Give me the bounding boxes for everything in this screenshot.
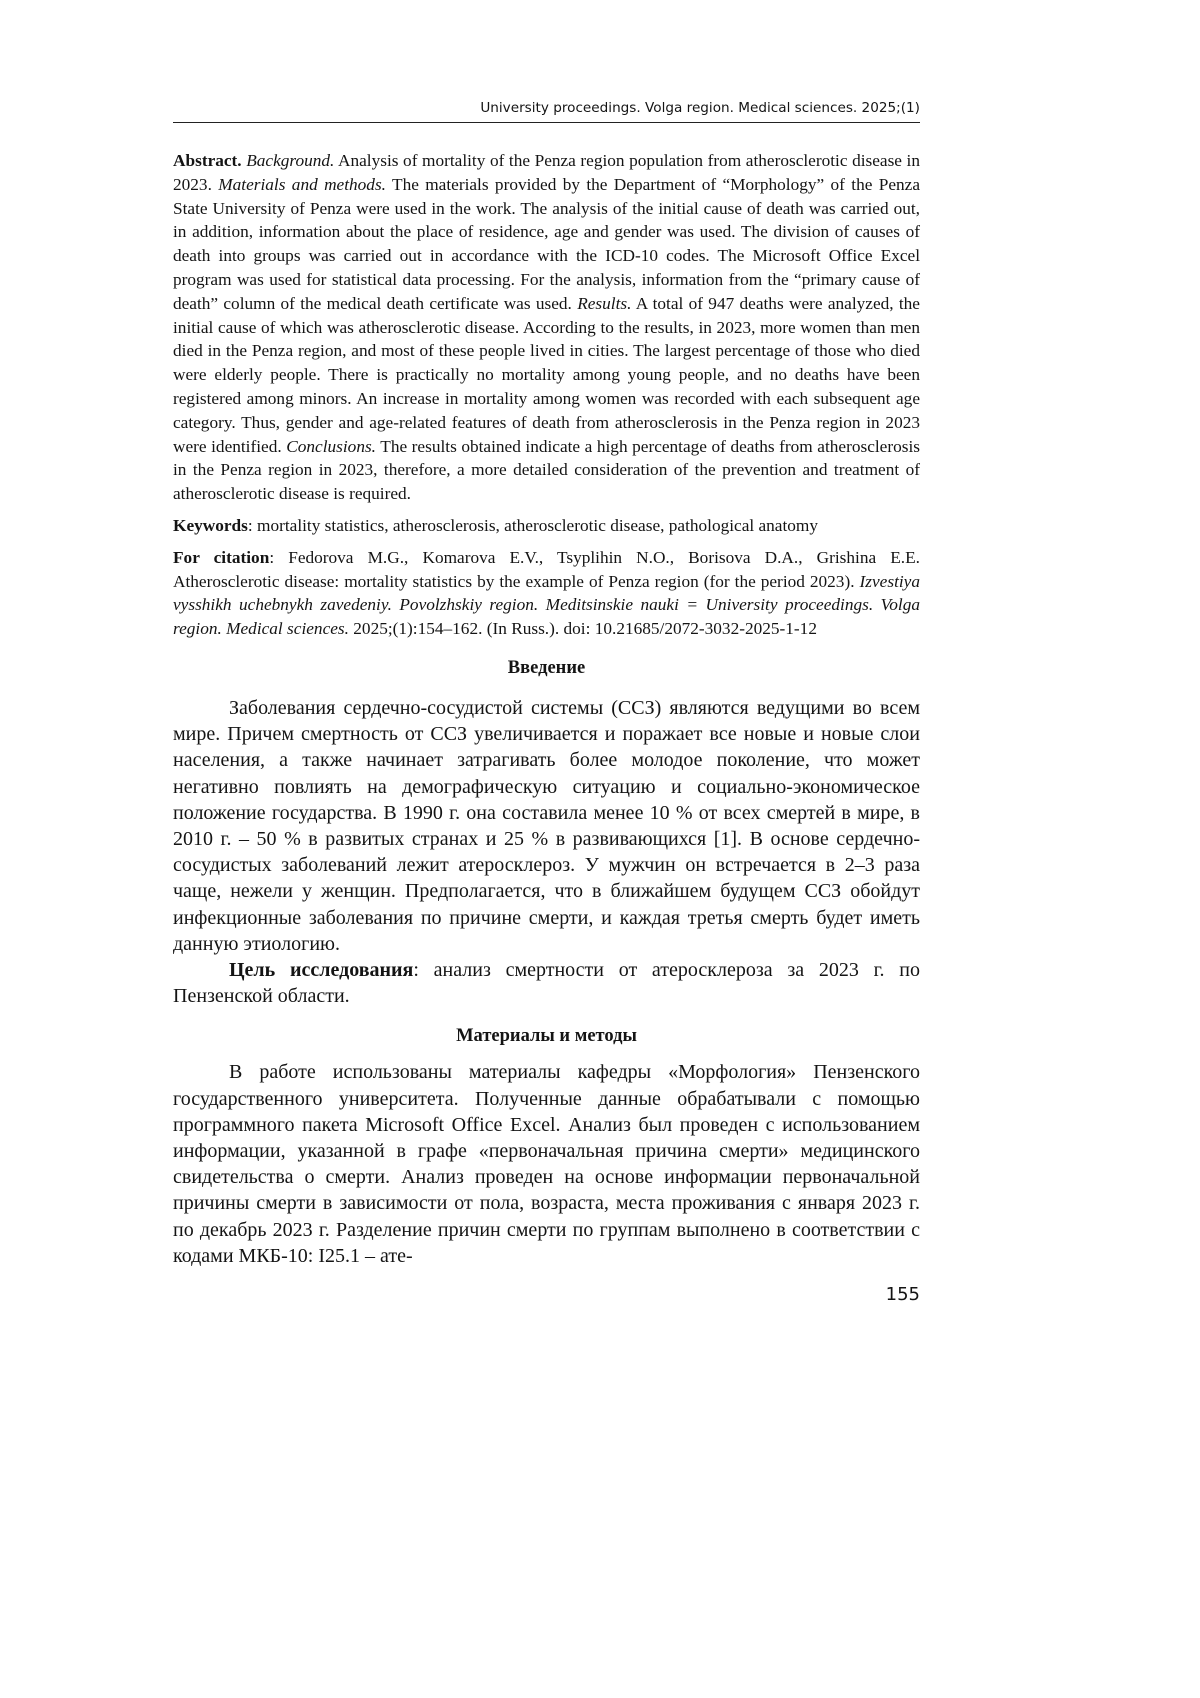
methods-label: Materials and methods. bbox=[218, 174, 386, 194]
running-header: University proceedings. Volga region. Medical sciences. 2025;(1) bbox=[173, 98, 920, 123]
citation-label: For citation bbox=[173, 547, 270, 567]
keywords bbox=[173, 514, 920, 538]
page bbox=[173, 98, 920, 1307]
citation bbox=[173, 546, 920, 641]
background-text: Analysis of mortality of the Penza region population from atherosclerotic disease in 2023. bbox=[173, 151, 920, 194]
abstract-label: Abstract. bbox=[173, 151, 242, 170]
keywords-label: Keywords bbox=[173, 515, 248, 535]
aim-label: Цель исследования bbox=[229, 958, 414, 981]
abstract bbox=[173, 149, 920, 506]
citation-text: : Fedorova M.G., Komarova E.V., Tsyplihin N.O., Borisova D.A., Grishina E.E. Atherosclerotic disease: mortality statistics by the example of Penza region (for the period 2023). bbox=[173, 547, 920, 591]
citation-journal: Izvestiya vysshikh uchebnykh zavedeniy. Povolzhskiy region. Meditsinskie nauki = University proceedings. Volga region. Medical sciences. bbox=[173, 571, 920, 639]
section-title-methods: Материалы и методы bbox=[456, 1026, 637, 1047]
methods-text: The materials provided by the Department of “Morphology” of the Penza State University of Penza were used in the work. The analysis of the initial cause of death was carried out, in addition, information about the place of residence, age and gender was used. The division of causes of death into groups was carried out in accordance with the ICD-10 codes. The Microsoft Office Excel program was used for statistical data processing. For the analysis, information from the “primary cause of death” column of the medical death certificate was used. bbox=[173, 174, 921, 313]
background-label: Background. bbox=[246, 151, 335, 170]
aim-text: : анализ смертности от атеросклероза за 2023 г. по Пензенской области. bbox=[173, 958, 920, 1008]
results-label: Results. bbox=[577, 293, 632, 313]
aim-paragraph bbox=[173, 957, 920, 1009]
keywords-text: : mortality statistics, atherosclerosis, atherosclerotic disease, pathological anatomy bbox=[247, 515, 819, 535]
section-title-introduction: Введение bbox=[507, 657, 586, 678]
citation-tail: 2025;(1):154–162. (In Russ.). doi: 10.21685/2072-3032-2025-1-12 bbox=[353, 619, 817, 639]
conclusions-label: Conclusions. bbox=[286, 436, 377, 456]
methods-paragraph: В работе использованы материалы кафедры «Морфология» Пензенского государственного университета. Полученные данные обрабатывали с помощью программного пакета Microsoft Office Excel. Анализ был проведен с использованием информации, указанной в графе «первоначальная причина смерти» медицинского свидетельства о смерти. Анализ проведен на основе информации первоначальной причины смерти в зависимости от пола, возраста, места проживания с января 2023 г. по декабрь 2023 г. Разделение причин смерти по группам выполнено в соответствии с кодами МКБ-10: I25.1 – ате- bbox=[173, 1061, 920, 1267]
conclusions-text: The results obtained indicate a high percentage of deaths from atherosclerosis in the Penza region in 2023, therefore, a more detailed consideration of the prevention and treatment of atherosclerotic disease is required. bbox=[173, 436, 920, 504]
introduction-paragraph: Заболевания сердечно-сосудистой системы (ССЗ) являются ведущими во всем мире. Причем смертность от ССЗ увеличивается и поражает все новые и новые слои населения, а также начинает затрагивать более молодое поколение, что может негативно повлиять на демографическую ситуацию и социально-экономическое положение государства. В 1990 г. она составила менее 10 % от всех смертей в мире, в 2010 г. – 50 % в развитых странах и 25 % в развивающихся [1]. В основе сердечно-сосудистых заболеваний лежит атеросклероз. У мужчин он встречается в 2–3 раза чаще, нежели у женщин. Предполагается, что в ближайшем будущем ССЗ обойдут инфекционные заболевания по причине смерти, и каждая третья смерть будет иметь данную этиологию. bbox=[173, 696, 920, 955]
page-number: 155 bbox=[885, 1284, 920, 1305]
results-text: A total of 947 deaths were analyzed, the initial cause of which was atherosclerotic disease. According to the results, in 2023, more women than men died in the Penza region, and most of these people lived in cities. The largest percentage of those who died were elderly people. There is practically no mortality among young people, and no deaths have been registered among minors. An increase in mortality among women was recorded with each subsequent age category. Thus, gender and age-related features of death from atherosclerosis in the Penza region in 2023 were identified. bbox=[173, 293, 920, 456]
